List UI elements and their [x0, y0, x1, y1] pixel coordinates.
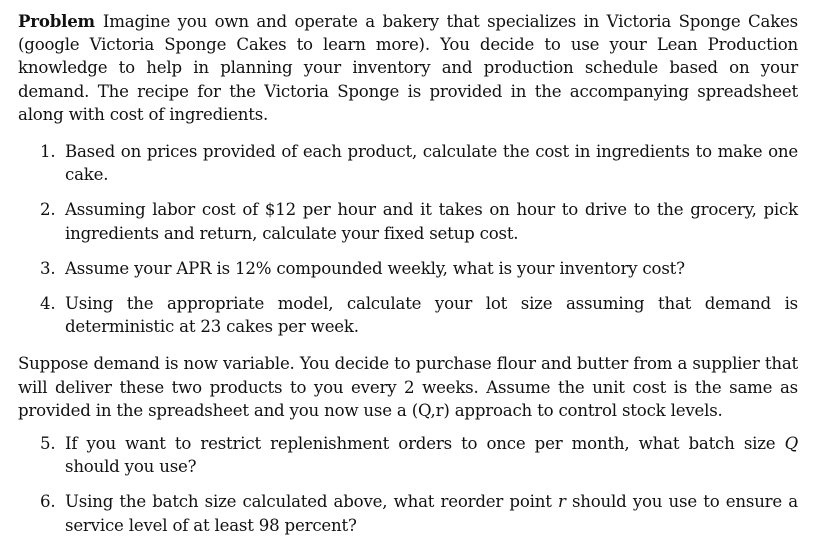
question-list-part2	[18, 432, 798, 537]
question-text-before: If you want to restrict replenishment orders to once per month, what batch size	[65, 434, 785, 454]
question-number: 5.	[40, 434, 56, 454]
question-text-after: should you use to ensure a service level of at least 98 percent?	[65, 492, 798, 535]
problem-document	[18, 10, 798, 549]
question-number: 2.	[40, 200, 56, 220]
question-text: Assuming labor cost of $12 per hour and it takes on hour to drive to the grocery, pick ingredients and return, calculate your fixed setup cost.	[65, 200, 798, 243]
question-number: 4.	[40, 294, 56, 314]
question-item	[18, 198, 798, 244]
math-symbol-r: r	[557, 492, 566, 512]
question-item	[18, 292, 798, 338]
problem-intro-paragraph	[18, 10, 798, 126]
variable-demand-paragraph: Suppose demand is now variable. You decide to purchase flour and butter from a supplier that will deliver these two products to you every 2 weeks. Assume the unit cost is the same as provided in the spreadsheet and you now use a (Q,r) approach to control stock levels.	[18, 354, 798, 420]
question-item	[18, 257, 798, 280]
question-list-part1	[18, 140, 798, 338]
problem-label: Problem	[18, 11, 95, 31]
question-item	[18, 490, 798, 536]
question-item	[18, 140, 798, 186]
math-symbol-q: Q	[784, 434, 798, 454]
question-text: Based on prices provided of each product, calculate the cost in ingredients to make one cake.	[65, 142, 798, 185]
question-number: 3.	[40, 258, 56, 278]
question-text: Assume your APR is 12% compounded weekly, what is your inventory cost?	[65, 258, 685, 278]
question-number: 1.	[40, 142, 56, 162]
question-number: 6.	[40, 492, 56, 512]
problem-intro-text: Imagine you own and operate a bakery that specializes in Victoria Sponge Cakes (google Victoria Sponge Cakes to learn more). You decide to use your Lean Production knowledge to help in planning your inventory and production schedule based on your demand. The recipe for the Victoria Sponge is provided in the accompanying spreadsheet along with cost of ingredients.	[18, 12, 798, 124]
question-text: Using the appropriate model, calculate your lot size assuming that demand is deterministic at 23 cakes per week.	[65, 294, 798, 337]
question-item	[18, 432, 798, 478]
question-text-after: should you use?	[65, 457, 197, 477]
question-text-before: Using the batch size calculated above, what reorder point	[65, 492, 558, 512]
